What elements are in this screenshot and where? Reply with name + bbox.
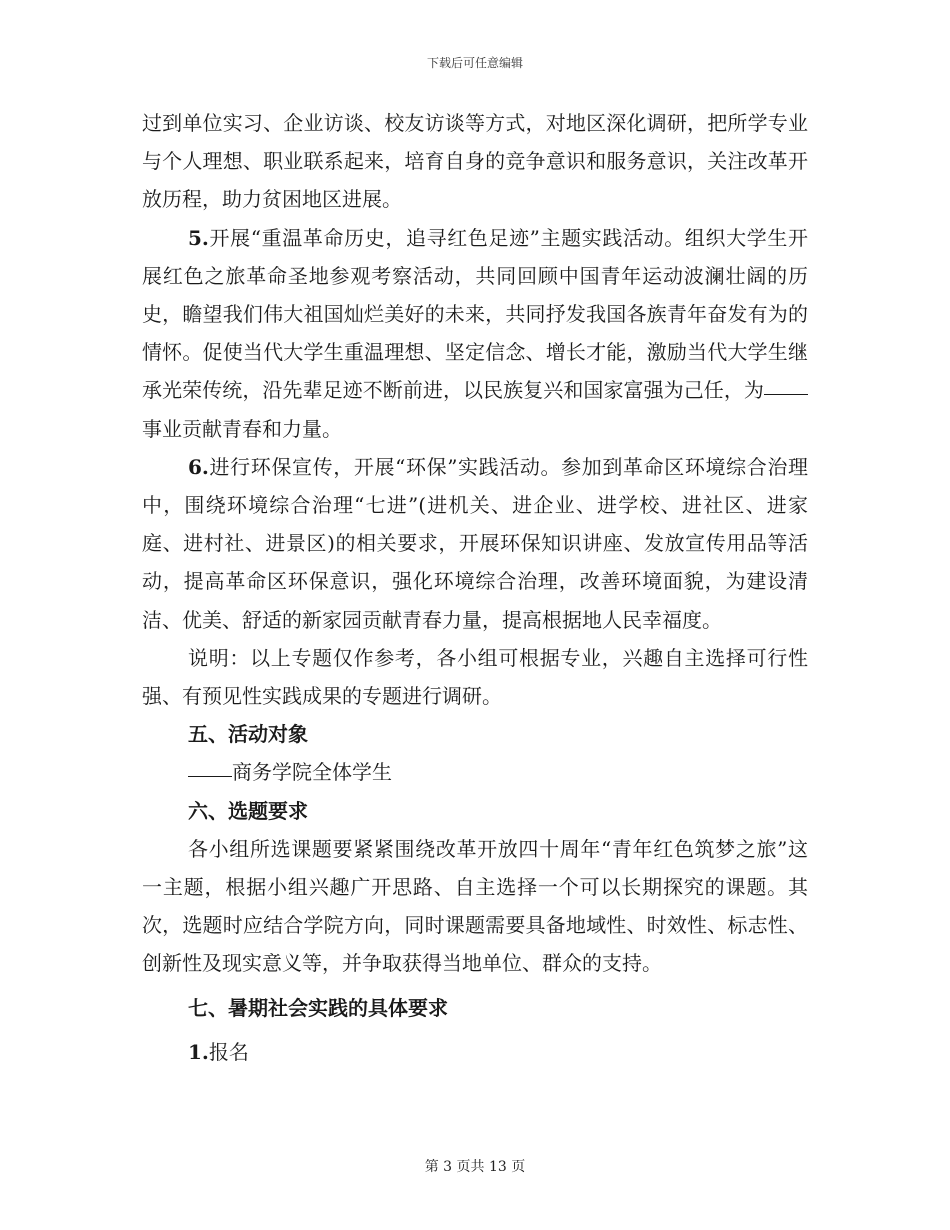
item-5-text-end: 事业贡献青春和力量。: [142, 416, 342, 441]
page-header: 下载后可任意编辑: [426, 56, 523, 70]
section-heading-6: 六、选题要求: [188, 798, 308, 823]
item-number: 1.: [188, 1039, 209, 1064]
paragraph-item-1: [142, 1033, 808, 1071]
item-5-text: 开展“重温革命历史，追寻红色足迹”主题实践活动。组织大学生开展红色之旅革命圣地参观考察活动，共同回顾中国青年运动波澜壮阔的历史，瞻望我们伟大祖国灿烂美好的未来，共同抒发我国各族青年奋发有为的情怀。促使当代大学生重温理想、坚定信念、增长才能，激励当代大学生继承光荣传统，沿先辈足迹不断前进，以民族复兴和国家富强为己任，为: [142, 225, 808, 403]
target-text: 商务学院全体学生: [232, 760, 392, 785]
paragraph-item-5: [142, 219, 808, 448]
paragraph-note: 说明：以上专题仅作参考，各小组可根据专业，兴趣自主选择可行性强、有预见性实践成果的专题进行调研。: [142, 645, 808, 709]
section-heading-7: 七、暑期社会实践的具体要求: [188, 995, 448, 1020]
item-number: 6.: [188, 454, 209, 479]
paragraph-topic: 各小组所选课题要紧紧围绕改革开放四十周年“青年红色筑梦之旅”这一主题，根据小组兴趣广开思路、自主选择一个可以长期探究的课题。其次，选题时应结合学院方向，同时课题需要具备地域性、时效性、标志性、创新性及现实意义等，并争取获得当地单位、群众的支持。: [142, 836, 808, 976]
paragraph-item-6: [142, 448, 808, 639]
item-6-text: 进行环保宣传，开展“环保”实践活动。参加到革命区环境综合治理中，围绕环境综合治理“七进”(进机关、进企业、进学校、进社区、进家庭、进村社、进景区)的相关要求，开展环保知识讲座、发放宣传用品等活动，提高革命区环保意识，强化环境综合治理，改善环境面貌，为建设清洁、优美、舒适的新家园贡献青春力量，提高根据地人民幸福度。: [142, 454, 808, 632]
paragraph-target: [142, 753, 808, 791]
fill-in-blank: [188, 775, 232, 777]
section-heading-5: 五、活动对象: [188, 722, 308, 747]
page-footer: 第 3 页共 13 页: [424, 1159, 526, 1175]
document-body: [142, 104, 808, 1071]
paragraph-continued: 过到单位实习、企业访谈、校友访谈等方式，对地区深化调研，把所学专业与个人理想、职业联系起来，培育自身的竞争意识和服务意识，关注改革开放历程，助力贫困地区进展。: [142, 111, 808, 212]
item-1-text: 报名: [208, 1039, 249, 1064]
item-number: 5.: [188, 225, 209, 250]
fill-in-blank: [764, 393, 808, 395]
